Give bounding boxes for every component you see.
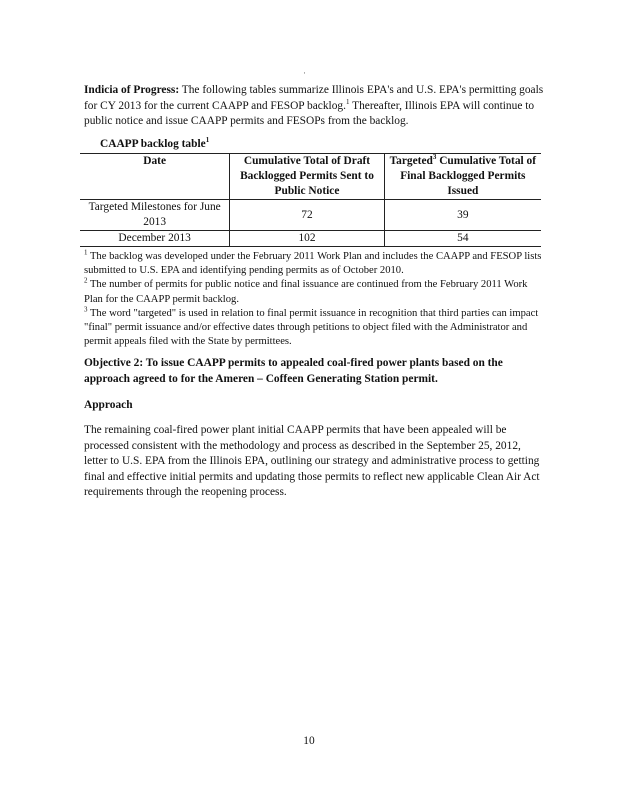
approach-paragraph: The remaining coal-fired power plant initial CAAPP permits that have been appealed will be processed consistent with the methodology and process as described in the September 25, 2012, letter to U.S. EPA from the Illinois EPA, outlining our strategy and administrative process to getting final and effective initial permits and updating those permits to reflect new applicable Clean Air Act requirements through the reopening process. [84, 424, 540, 498]
intro-footnote-ref: 1 [345, 97, 350, 106]
row-draft-value: 102 [230, 231, 384, 247]
header-final-text-b: Cumulative Total of Final Backlogged Permits Issued [400, 155, 537, 197]
row-final-value: 54 [384, 231, 541, 247]
backlog-table [80, 153, 541, 247]
row-date: Targeted Milestones for June 2013 [80, 200, 230, 231]
header-final-total [384, 154, 541, 200]
objective-heading: Objective 2: To issue CAAPP permits to appealed coal-fired power plants based on the approach agreed to for the Ameren – Coffeen Generating Station permit. [84, 357, 503, 385]
stray-mark: · [303, 68, 306, 78]
intro-paragraph [84, 83, 544, 130]
footnote-text: The backlog was developed under the February 2011 Work Plan and includes the CAAPP and FESOP lists submitted to U.S. EPA and identifying pending permits as of October 2010. [84, 251, 542, 277]
intro-text-a: The following tables summarize Illinois EPA's and U.S. EPA's permitting goals for CY 2013 for the current CAAPP and FESOP backlog. [84, 84, 544, 112]
footnote [84, 278, 544, 306]
page-number: 10 [303, 735, 315, 747]
footnotes [84, 250, 544, 349]
footnote-number: 2 [84, 276, 88, 285]
table-caption-footnote-ref: 1 [205, 136, 210, 145]
table-row [80, 200, 541, 231]
row-final-value: 39 [384, 200, 541, 231]
footnote-number: 3 [84, 305, 88, 314]
header-final-footnote-ref: 3 [432, 153, 437, 162]
row-date: December 2013 [80, 231, 230, 247]
table-row [80, 231, 541, 247]
table-caption [100, 138, 209, 150]
footnote-text: The word "targeted" is used in relation to final permit issuance in recognition that third parties can impact "final" permit issuance and/or effective dates through petitions to object filed with the Administrator and permit appeals filed with the State by permittees. [84, 307, 539, 348]
header-draft-total: Cumulative Total of Draft Backlogged Permits Sent to Public Notice [230, 154, 384, 200]
footnote-number: 1 [84, 248, 88, 257]
footnote [84, 250, 544, 278]
table-caption-text: CAAPP backlog table [100, 138, 206, 150]
header-final-text-a: Targeted [389, 155, 433, 167]
intro-text-b: Thereafter, Illinois EPA will continue to public notice and issue CAAPP permits and FESOPs from the backlog. [84, 99, 535, 127]
table-header-row [80, 154, 541, 200]
row-draft-value: 72 [230, 200, 384, 231]
footnote [84, 307, 544, 350]
intro-label: Indicia of Progress: [84, 84, 180, 96]
footnote-text: The number of permits for public notice and final issuance are continued from the February 2011 Work Plan for the CAAPP permit backlog. [84, 279, 528, 305]
header-date: Date [80, 154, 230, 200]
approach-heading: Approach [84, 399, 133, 411]
